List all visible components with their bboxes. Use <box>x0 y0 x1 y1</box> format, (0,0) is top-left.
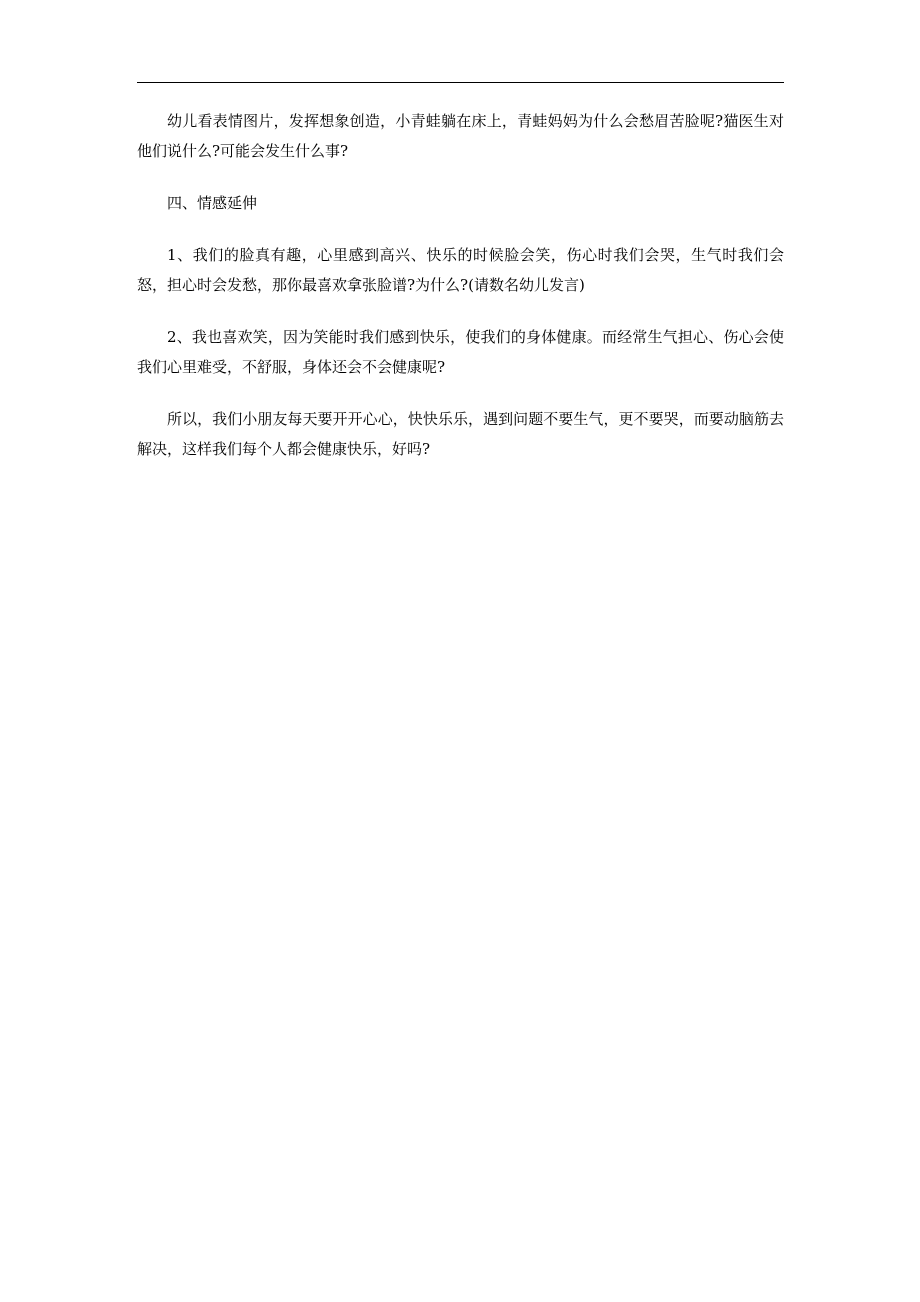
document-body <box>137 106 784 486</box>
paragraph-item-1: 1、我们的脸真有趣，心里感到高兴、快乐的时候脸会笑，伤心时我们会哭，生气时我们会怒，担心时会发愁，那你最喜欢拿张脸谱?为什么?(请数名幼儿发言) <box>137 246 784 294</box>
header-rule <box>137 82 784 83</box>
paragraph-activity: 幼儿看表情图片，发挥想象创造，小青蛙躺在床上，青蛙妈妈为什么会愁眉苦脸呢?猫医生对他们说什么?可能会发生什么事? <box>137 112 784 160</box>
paragraph-conclusion: 所以，我们小朋友每天要开开心心，快快乐乐，遇到问题不要生气，更不要哭，而要动脑筋去解决，这样我们每个人都会健康快乐，好吗? <box>137 410 784 458</box>
paragraph-item-2: 2、我也喜欢笑，因为笑能时我们感到快乐，使我们的身体健康。而经常生气担心、伤心会使我们心里难受，不舒服，身体还会不会健康呢? <box>137 328 784 376</box>
section-heading: 四、情感延伸 <box>167 194 258 212</box>
